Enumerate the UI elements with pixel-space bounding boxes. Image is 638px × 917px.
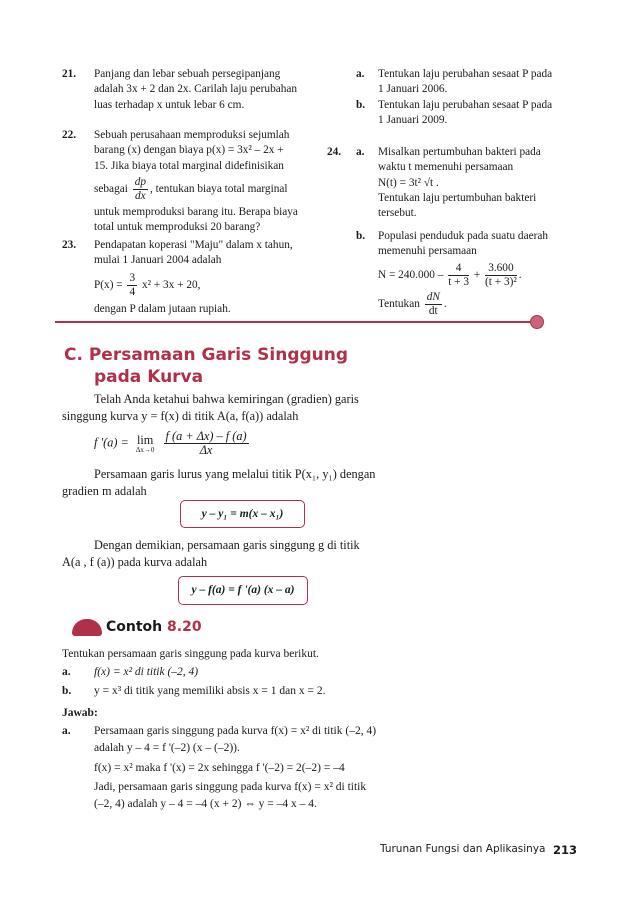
exercise-21-text (94, 67, 314, 113)
text-line: memenuhi persamaan (378, 245, 477, 258)
answer-line: f(x) = x² maka f '(x) = 2x sehingga f '(–2) = 2(–2) = –4 (94, 762, 345, 774)
divider-circle-icon (530, 315, 544, 329)
exercise-number: 21. (62, 68, 77, 80)
derivative-definition (94, 430, 251, 457)
tangent-equation-box: y – f(a) = f '(a) (x – a) (178, 576, 308, 605)
answer-line: Jadi, persamaan garis singgung pada kurva f(x) = x² di titik (94, 781, 367, 793)
page-number: 213 (553, 843, 578, 857)
fraction-numerator: dp (134, 175, 146, 188)
text-line: Sebuah perusahaan memproduksi sejumlah (94, 129, 290, 141)
section-title-line: C. Persamaan Garis Singgung (64, 345, 349, 365)
difference-quotient (164, 430, 249, 457)
example-item-a: f(x) = x² di titik (–2, 4) (94, 666, 199, 678)
example-intro: Tentukan persamaan garis singgung pada kurva berikut. (62, 648, 319, 660)
paragraph-line: singgung kurva y = f(x) di titik A(a, f(a)) adalah (62, 409, 299, 423)
text-line: Tentukan laju perubahan sesaat P pada (378, 68, 553, 80)
fraction-numerator: dN (426, 290, 440, 303)
section-title (64, 344, 348, 388)
answer-line: adalah y – 4 = f '(–2) (x – (–2)). (94, 742, 240, 754)
text-line: Pendapatan koperasi "Maju" dalam x tahun, (94, 239, 293, 251)
formula-lhs: f '(a) = (94, 435, 129, 450)
text-line: untuk memproduksi barang itu. Berapa biaya (94, 205, 298, 218)
text-line: dengan P dalam jutaan rupiah. (94, 302, 231, 315)
fraction-denominator: 4 (129, 285, 136, 298)
paragraph-line: Dengan demikian, persamaan garis singgung g di titik (94, 538, 360, 552)
limit-subscript: Δx→0 (135, 445, 155, 454)
paragraph-line: Persamaan garis lurus yang melalui titik P(x₁, y₁) dengan (94, 467, 376, 481)
fraction-3600 (485, 262, 517, 289)
fraction-dp-dx (133, 176, 148, 203)
text-line: mulai 1 Januari 2004 adalah (94, 254, 222, 267)
fraction-numerator: f (a + Δx) – f (a) (165, 429, 247, 443)
text-line: Tentukan laju pertumbuhan bakteri (378, 191, 537, 204)
text-line: tersebut. (378, 207, 417, 220)
fraction-numerator: 3.600 (485, 262, 517, 276)
text-line: 15. Jika biaya total marginal didefinisikan (94, 159, 284, 172)
formula-lhs: N = 240.000 – (378, 268, 444, 281)
paragraph-line: gradien m adalah (62, 484, 147, 498)
section-divider (55, 321, 535, 323)
item-label: a. (356, 146, 365, 158)
item-label: b. (62, 685, 72, 697)
text-line: total untuk memproduksi 20 barang? (94, 221, 261, 234)
paragraph-line: A(a , f (a)) pada kurva adalah (62, 555, 208, 569)
marginal-cost-line (94, 176, 316, 203)
fraction-denominator: t + 3 (448, 275, 470, 288)
item-label: a. (62, 725, 71, 737)
population-formula (378, 262, 588, 289)
text-line: Populasi penduduk pada suatu daerah (378, 230, 549, 242)
fraction-denominator: Δx (199, 443, 213, 457)
example-label: Contoh (106, 619, 163, 635)
exercise-number: 24. (327, 146, 342, 158)
text-fragment: Tentukan (378, 297, 420, 310)
fraction-numerator: 3 (129, 271, 136, 284)
text-fragment: , tentukan biaya total marginal (150, 182, 288, 195)
formula-end: . (518, 268, 522, 281)
exercise-23a-text (378, 67, 578, 98)
exercise-24b-text (378, 229, 588, 318)
text-line: adalah 3x + 2 dan 2x. Carilah laju perubahan (94, 83, 298, 96)
text-line: 1 Januari 2006. (378, 83, 448, 96)
fraction-dN-dt (425, 291, 442, 318)
fraction-3-4 (127, 272, 137, 299)
fraction-denominator: (t + 3)² (485, 275, 517, 288)
limit-text: lim (136, 432, 154, 447)
text-line: barang (x) dengan biaya p(x) = 3x² – 2x + (94, 144, 284, 157)
answer-line: Persamaan garis singgung pada kurva f(x) = x² di titik (–2, 4) (94, 725, 377, 737)
limit-operator (136, 434, 155, 454)
exercise-number: 22. (62, 129, 77, 141)
example-heading (106, 619, 202, 635)
example-badge-icon (72, 619, 102, 636)
fraction-numerator: 4 (448, 262, 469, 276)
answer-line: (–2, 4) adalah y – 4 = –4 (x + 2) ⇔ y = –4 x – 4. (94, 798, 317, 810)
footer-chapter-title: Turunan Fungsi dan Aplikasinya (380, 843, 546, 855)
item-label: b. (356, 99, 366, 111)
exercise-24a-text (378, 145, 578, 221)
exercise-23b-text (378, 98, 578, 129)
line-equation-box: y – y₁ = m(x – x₁) (180, 500, 305, 528)
text-line: Misalkan pertumbuhan bakteri pada (378, 146, 541, 158)
text-fragment: sebagai (94, 182, 128, 195)
text-line: Tentukan laju perubahan sesaat P pada (378, 99, 553, 111)
item-label: a. (356, 68, 365, 80)
example-number: 8.20 (167, 619, 202, 635)
formula-lhs: P(x) = (94, 278, 123, 291)
fraction-denominator: dt (428, 304, 438, 317)
revenue-formula (94, 272, 316, 299)
text-line: 1 Januari 2009. (378, 114, 448, 127)
item-label: a. (62, 666, 71, 678)
ask-dn-dt (378, 291, 588, 318)
section-title-line: pada Kurva (94, 367, 204, 387)
answer-label: Jawab: (62, 707, 98, 719)
example-item-b: y = x³ di titik yang memiliki absis x = 1 dan x = 2. (94, 685, 326, 697)
fraction-4-over-t3 (448, 262, 469, 289)
item-label: b. (356, 230, 366, 242)
text-line: luas terhadap x untuk lebar 6 cm. (94, 98, 245, 111)
fraction-denominator: dx (135, 189, 146, 202)
exercise-23-text (94, 238, 316, 317)
text-line: Panjang dan lebar sebuah persegipanjang (94, 68, 281, 80)
text-fragment: . (443, 297, 447, 310)
exercise-number: 23. (62, 239, 77, 251)
paragraph-line: Telah Anda ketahui bahwa kemiringan (gradien) garis (94, 392, 359, 406)
text-line: waktu t memenuhi persamaan (378, 161, 514, 174)
bacteria-formula: N(t) = 3t² √t . (378, 176, 439, 189)
plus-sign: + (473, 268, 481, 281)
formula-rhs: x² + 3x + 20, (141, 278, 201, 291)
exercise-22-text (94, 128, 316, 235)
